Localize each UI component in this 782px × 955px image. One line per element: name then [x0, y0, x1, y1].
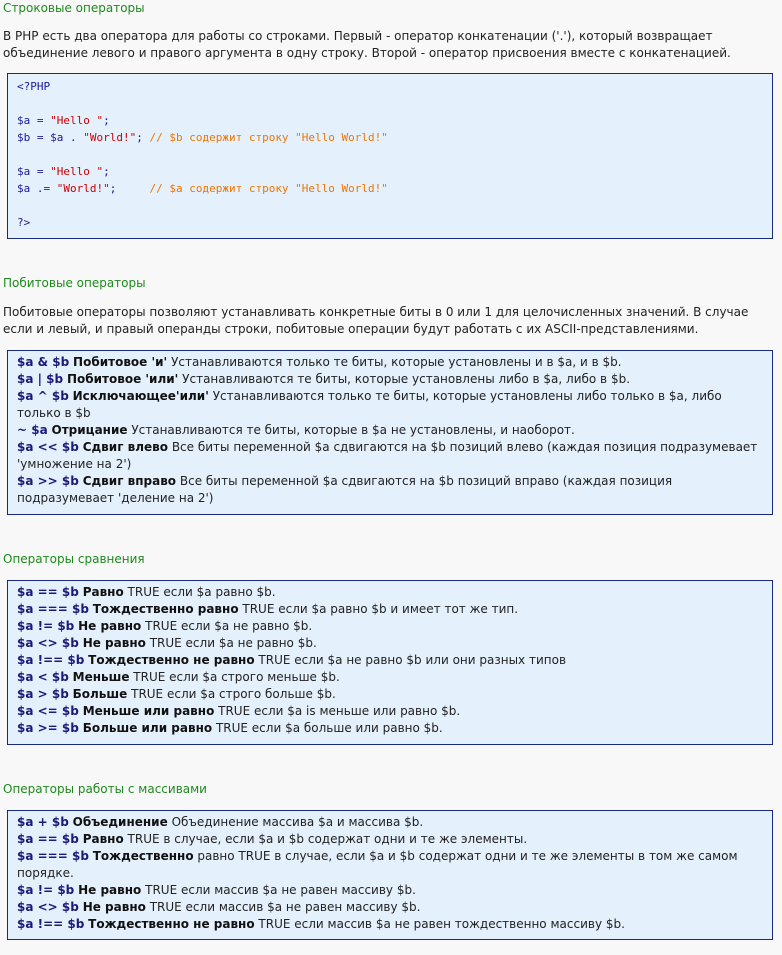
- strings-code: [8, 74, 772, 235]
- operator-symbol: $a << $b: [17, 440, 79, 454]
- operator-row: [17, 669, 763, 686]
- operator-name: Не равно: [82, 636, 146, 650]
- code-token: "Hello ": [50, 165, 104, 178]
- operator-row: [17, 388, 763, 422]
- operator-description: TRUE если $a is меньше или равно $b.: [218, 704, 461, 718]
- code-token: $a: [17, 165, 31, 178]
- code-token: .=: [30, 182, 57, 195]
- operator-description: TRUE если $a равно $b и имеет тот же тип.: [242, 602, 519, 616]
- code-token: $b: [17, 131, 31, 144]
- operator-description: TRUE если $a равно $b.: [127, 585, 276, 599]
- bitwise-list: [8, 351, 772, 510]
- operator-symbol: $a < $b: [17, 670, 69, 684]
- code-token: $a: [50, 131, 64, 144]
- operator-symbol: $a + $b: [17, 815, 69, 829]
- operator-symbol: $a != $b: [17, 883, 75, 897]
- operator-row: [17, 618, 763, 635]
- code-token: "World!": [56, 182, 110, 195]
- operator-name: Тождественно не равно: [88, 917, 255, 931]
- operator-row: [17, 422, 763, 439]
- section-title-comparison: Операторы сравнения: [3, 552, 145, 566]
- code-token: $a: [17, 182, 31, 195]
- operator-name: Не равно: [78, 883, 142, 897]
- operator-symbol: $a === $b: [17, 849, 89, 863]
- operator-row: [17, 899, 763, 916]
- operator-symbol: $a ^ $b: [17, 389, 69, 403]
- code-line: [17, 78, 763, 95]
- operator-row: [17, 916, 763, 933]
- bitwise-box: [7, 350, 773, 515]
- strings-code-box: [7, 73, 773, 239]
- code-line: [17, 197, 763, 214]
- operator-name: Больше: [72, 687, 128, 701]
- operator-row: [17, 882, 763, 899]
- operator-description: равно TRUE в случае, если $a и $b содержат одни и те же элементы в том же самом порядке.: [17, 849, 738, 880]
- operator-name: Сдвиг вправо: [82, 474, 177, 488]
- operator-description: Все биты переменной $a сдвигаются на $b позиций влево (каждая позиция подразумевает 'умножение на 2'): [17, 440, 758, 471]
- code-token: <?PHP: [17, 80, 51, 93]
- operator-symbol: ~ $a: [17, 423, 48, 437]
- bitwise-intro: Побитовые операторы позволяют устанавливать конкретные биты в 0 или 1 для целочисленных значений. В случае если и левый, и правый операнды строки, побитовые операции будут работать с их ASCII-представлениями.: [3, 305, 749, 336]
- operator-row: [17, 584, 763, 601]
- code-token: ?>: [17, 216, 31, 229]
- operator-symbol: $a === $b: [17, 602, 89, 616]
- operator-symbol: $a > $b: [17, 687, 69, 701]
- code-line: [17, 112, 763, 129]
- operator-symbol: $a >= $b: [17, 721, 79, 735]
- code-token: ;: [103, 165, 110, 178]
- operator-row: [17, 831, 763, 848]
- operator-row: [17, 354, 763, 371]
- operator-description: Объединение массива $a и массива $b.: [171, 815, 424, 829]
- operator-row: [17, 371, 763, 388]
- operator-symbol: $a !== $b: [17, 917, 85, 931]
- operator-name: Меньше: [72, 670, 130, 684]
- operator-name: Тождественно не равно: [88, 653, 255, 667]
- code-token: "World!": [83, 131, 137, 144]
- operator-description: TRUE если массив $a не равен массиву $b.: [145, 883, 416, 897]
- operator-description: TRUE если массив $a не равен тождественно массиву $b.: [258, 917, 625, 931]
- operator-row: [17, 439, 763, 473]
- operator-description: TRUE если $a не равно $b.: [149, 636, 317, 650]
- operator-row: [17, 652, 763, 669]
- code-token: $a: [17, 114, 31, 127]
- operator-row: [17, 473, 763, 507]
- operator-name: Сдвиг влево: [82, 440, 168, 454]
- operator-name: Тождественно: [92, 849, 194, 863]
- operator-row: [17, 848, 763, 882]
- operator-description: TRUE если $a строго больше $b.: [131, 687, 336, 701]
- operator-name: Исключающее'или': [72, 389, 209, 403]
- operator-symbol: $a <= $b: [17, 704, 79, 718]
- operator-description: TRUE в случае, если $a и $b содержат одни и те же элементы.: [127, 832, 528, 846]
- section-title-strings: Строковые операторы: [3, 1, 145, 15]
- operator-description: Устанавливаются только те биты, которые установлены и в $a, и в $b.: [171, 355, 622, 369]
- operator-name: Не равно: [82, 900, 146, 914]
- operator-name: Объединение: [72, 815, 168, 829]
- comparison-box: [7, 580, 773, 745]
- operator-description: TRUE если $a не равно $b или они разных типов: [258, 653, 567, 667]
- operator-description: TRUE если $a строго меньше $b.: [133, 670, 340, 684]
- operator-symbol: $a & $b: [17, 355, 70, 369]
- code-line: [17, 180, 763, 197]
- comparison-list: [8, 581, 772, 740]
- code-line: [17, 146, 763, 163]
- code-token: .: [63, 131, 84, 144]
- operator-name: Тождественно равно: [92, 602, 239, 616]
- operator-row: [17, 635, 763, 652]
- code-token: "Hello ": [50, 114, 104, 127]
- code-token: =: [30, 131, 51, 144]
- operator-row: [17, 703, 763, 720]
- operator-name: Равно: [82, 832, 124, 846]
- operator-description: Устанавливаются только те биты, которые установлены либо только в $a, либо только в $b: [17, 389, 722, 420]
- operator-description: TRUE если массив $a не равен массиву $b.: [149, 900, 421, 914]
- operator-description: Все биты переменной $a сдвигаются на $b позиций вправо (каждая позиция подразумевает 'деление на 2'): [17, 474, 673, 505]
- operator-symbol: $a != $b: [17, 619, 75, 633]
- operator-row: [17, 720, 763, 737]
- operator-description: TRUE если $a не равно $b.: [145, 619, 313, 633]
- operator-description: Устанавливаются те биты, которые в $a не установлены, и наоборот.: [131, 423, 575, 437]
- operator-symbol: $a !== $b: [17, 653, 85, 667]
- operator-name: Не равно: [78, 619, 142, 633]
- operator-symbol: $a == $b: [17, 585, 79, 599]
- code-line: [17, 163, 763, 180]
- arrays-box: [7, 810, 773, 940]
- operator-description: Устанавливаются те биты, которые установлены либо в $a, либо в $b.: [182, 372, 631, 386]
- operator-symbol: $a <> $b: [17, 900, 79, 914]
- operator-row: [17, 686, 763, 703]
- operator-symbol: $a >> $b: [17, 474, 79, 488]
- code-line: [17, 129, 763, 146]
- operator-name: Отрицание: [51, 423, 128, 437]
- code-token: ;: [136, 131, 150, 144]
- section-title-arrays: Операторы работы с массивами: [3, 782, 207, 796]
- operator-description: TRUE если $a больше или равно $b.: [215, 721, 443, 735]
- code-token: // $b содержит строку "Hello World!": [149, 131, 388, 144]
- arrays-list: [8, 811, 772, 936]
- operator-name: Побитовое 'или': [66, 372, 179, 386]
- section-title-bitwise: Побитовые операторы: [3, 276, 146, 290]
- operator-name: Меньше или равно: [82, 704, 215, 718]
- code-token: // $a содержит строку "Hello World!": [149, 182, 388, 195]
- operator-name: Равно: [82, 585, 124, 599]
- operator-symbol: $a | $b: [17, 372, 64, 386]
- code-token: ;: [109, 182, 150, 195]
- operator-symbol: $a <> $b: [17, 636, 79, 650]
- code-token: =: [30, 114, 51, 127]
- code-token: =: [30, 165, 51, 178]
- operator-name: Больше или равно: [82, 721, 213, 735]
- operator-row: [17, 814, 763, 831]
- operator-name: Побитовое 'и': [73, 355, 168, 369]
- code-token: ;: [103, 114, 110, 127]
- strings-intro: В PHP есть два оператора для работы со строками. Первый - оператор конкатенации ('.'), который возвращает объединение левого и правого аргумента в одну строку. Второй - оператор присвоения вместе с конкатенацией.: [3, 29, 731, 60]
- operator-row: [17, 601, 763, 618]
- operator-symbol: $a == $b: [17, 832, 79, 846]
- code-line: [17, 95, 763, 112]
- code-line: [17, 214, 763, 231]
